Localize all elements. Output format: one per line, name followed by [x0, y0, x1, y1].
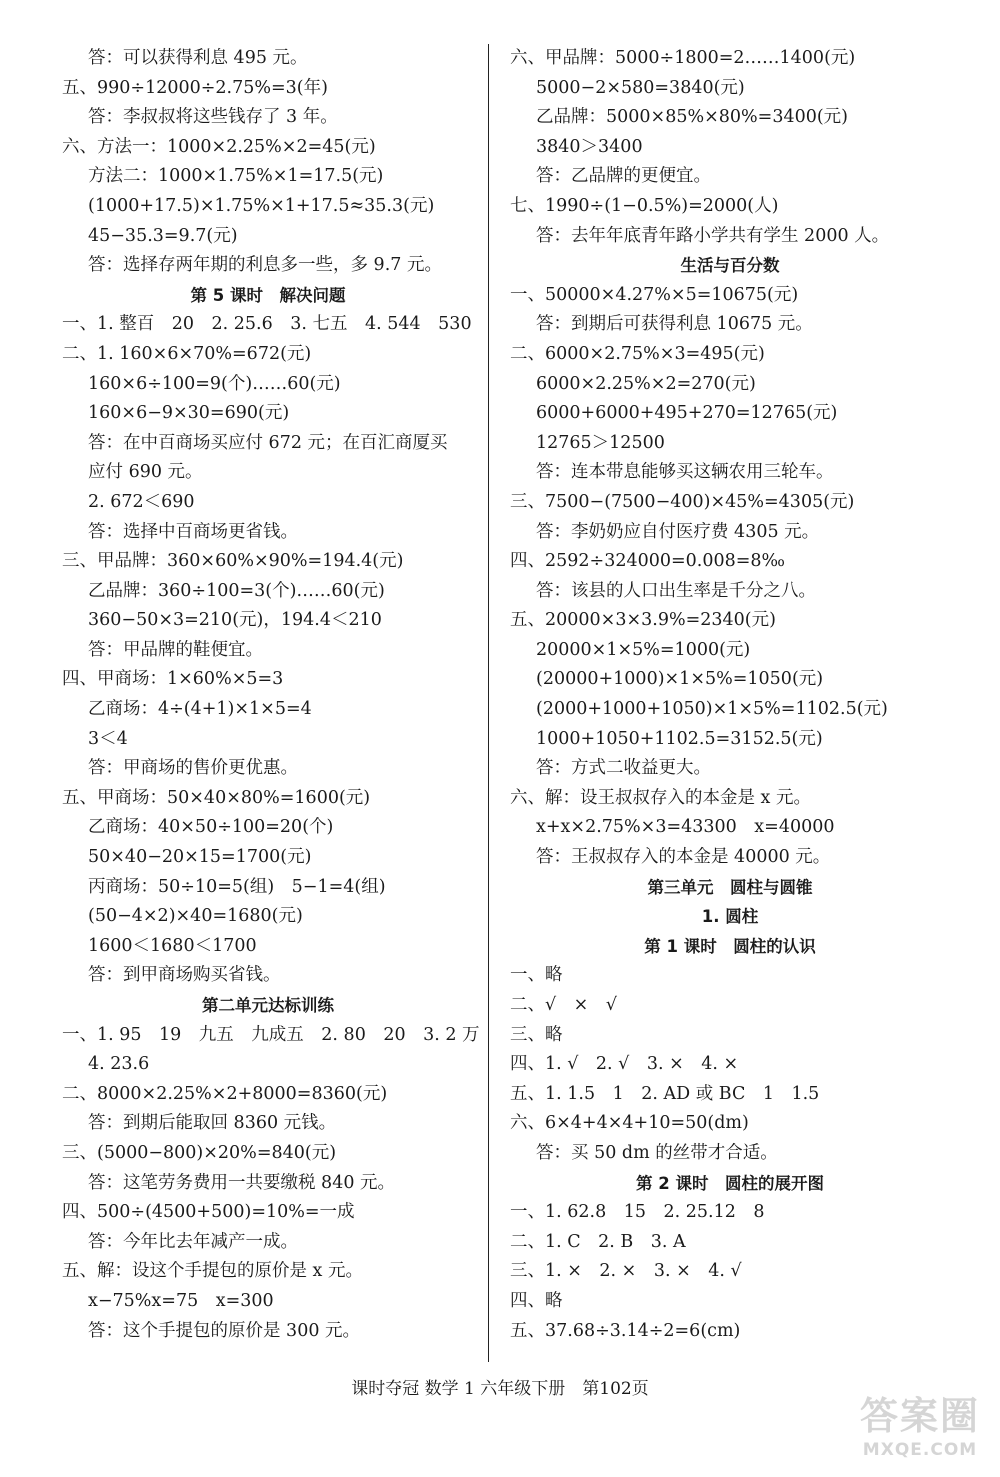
answer-line: 答：可以获得利息 495 元。 — [88, 48, 308, 68]
answer-line: 丙商场：50÷10=5(组) 5−1=4(组) — [88, 876, 386, 897]
answer-line: 乙品牌：360÷100=3(个)……60(元) — [88, 580, 385, 601]
answer-line: 一、50000×4.27%×5=10675(元) — [510, 284, 799, 305]
section-heading: 第 2 课时 圆柱的展开图 — [636, 1173, 824, 1193]
answer-line: 六、6×4+4×4+10=50(dm) — [510, 1113, 749, 1134]
answer-line: x−75%x=75 x=300 — [88, 1290, 274, 1311]
answer-line: 一、1. 整百 20 2. 25.6 3. 七五 4. 544 530 — [62, 314, 472, 335]
answer-line: 4. 23.6 — [88, 1054, 150, 1075]
answer-line: 2. 672＜690 — [88, 491, 195, 512]
answer-line: 答：到甲商场购买省钱。 — [88, 965, 281, 986]
answer-line: 6000+6000+495+270=12765(元) — [536, 403, 838, 424]
answer-line: 四、略 — [510, 1290, 563, 1311]
section-heading: 第 1 课时 圆柱的认识 — [644, 936, 816, 956]
answer-line: x+x×2.75%×3=43300 x=40000 — [536, 817, 835, 838]
answer-line: (20000+1000)×1×5%=1050(元) — [536, 669, 824, 690]
answer-line: 三、甲品牌：360×60%×90%=194.4(元) — [62, 551, 404, 572]
answer-line: 答：选择中百商场更省钱。 — [88, 521, 298, 542]
answer-line: 答：到期后可获得利息 10675 元。 — [536, 314, 813, 335]
answer-line: 1600＜1680＜1700 — [88, 935, 257, 956]
answer-line: 五、37.68÷3.14÷2=6(cm) — [510, 1320, 741, 1341]
answer-line: 二、1. C 2. B 3. A — [510, 1231, 686, 1252]
answer-line: 20000×1×5%=1000(元) — [536, 639, 751, 660]
answer-line: 答：买 50 dm 的丝带才合适。 — [536, 1142, 778, 1163]
answer-line: 答：今年比去年减产一成。 — [88, 1231, 298, 1252]
answer-line: 答：李叔叔将这些钱存了 3 年。 — [88, 107, 338, 128]
answer-line: 六、甲品牌：5000÷1800=2……1400(元) — [510, 48, 856, 68]
answer-line: 一、1. 62.8 15 2. 25.12 8 — [510, 1202, 765, 1223]
answer-line: 乙商场：40×50÷100=20(个) — [88, 817, 334, 838]
answer-line: 答：方式二收益更大。 — [536, 758, 711, 779]
answer-line: 答：王叔叔存入的本金是 40000 元。 — [536, 847, 831, 868]
answer-line: 答：去年年底青年路小学共有学生 2000 人。 — [536, 225, 890, 246]
section-heading: 第三单元 圆柱与圆锥 — [647, 877, 813, 897]
answer-line: 答：在中百商场买应付 672 元；在百汇商厦买 — [88, 432, 448, 453]
answer-line: 1000+1050+1102.5=3152.5(元) — [536, 728, 823, 749]
answer-line: 答：到期后能取回 8360 元钱。 — [88, 1113, 337, 1134]
answer-line: 二、√ × √ — [510, 995, 617, 1015]
answer-line: 160×6−9×30=690(元) — [88, 403, 290, 424]
answer-line: 五、甲商场：50×40×80%=1600(元) — [62, 787, 371, 808]
answer-line: 一、略 — [510, 965, 563, 986]
answer-line: 3840＞3400 — [536, 136, 643, 157]
page-footer: 课时夺冠 数学 1 六年级下册 第102页 — [351, 1379, 649, 1399]
answer-line: 45−35.3=9.7(元) — [88, 225, 238, 246]
answer-line: 五、1. 1.5 1 2. AD 或 BC 1 1.5 — [510, 1083, 820, 1104]
section-heading: 第二单元达标训练 — [202, 996, 334, 1015]
answer-line: 七、1990÷(1−0.5%)=2000(人) — [510, 195, 779, 216]
answer-line: 50×40−20×15=1700(元) — [88, 847, 312, 868]
answer-line: 四、500÷(4500+500)=10%=一成 — [62, 1202, 355, 1223]
answer-line: 应付 690 元。 — [88, 462, 203, 483]
answer-line: 五、解：设这个手提包的原价是 x 元。 — [62, 1261, 363, 1282]
answer-line: 答：这个手提包的原价是 300 元。 — [88, 1320, 361, 1341]
watermark-logo — [860, 1377, 980, 1467]
answer-line: 5000−2×580=3840(元) — [536, 77, 745, 98]
answer-line: 12765＞12500 — [536, 432, 665, 453]
answer-line: 360−50×3=210(元)，194.4＜210 — [88, 610, 382, 631]
answer-line: 五、20000×3×3.9%=2340(元) — [510, 610, 776, 631]
answer-line: (2000+1000+1050)×1×5%=1102.5(元) — [536, 699, 888, 720]
answer-line: 一、1. 95 19 九五 九成五 2. 80 20 3. 2 万 — [62, 1024, 480, 1045]
answer-line: 六、方法一：1000×2.25%×2=45(元) — [62, 136, 376, 157]
answer-line: 答：甲商场的售价更优惠。 — [88, 758, 298, 779]
watermark-url: MXQE.COM — [862, 1439, 978, 1460]
answer-line: 答：乙品牌的更便宜。 — [536, 166, 711, 187]
answer-line: 四、2592÷324000=0.008=8‰ — [510, 551, 786, 572]
answer-line: 乙商场：4÷(4+1)×1×5=4 — [88, 699, 312, 720]
watermark-text: 答案圈 — [860, 1393, 981, 1438]
left-answer-column — [62, 44, 480, 1346]
section-heading: 生活与百分数 — [680, 256, 780, 276]
answer-line: 答：选择存两年期的利息多一些，多 9.7 元。 — [88, 255, 442, 276]
answer-line: 三、1. × 2. × 3. × 4. √ — [510, 1261, 742, 1282]
answer-line: 答：甲品牌的鞋便宜。 — [88, 639, 263, 660]
column-divider — [488, 44, 489, 1362]
answer-line: 三、略 — [510, 1024, 563, 1045]
answer-line: 答：连本带息能够买这辆农用三轮车。 — [536, 462, 834, 483]
section-heading: 1. 圆柱 — [701, 907, 759, 927]
answer-line: (1000+17.5)×1.75%×1+17.5≈35.3(元) — [88, 195, 435, 216]
right-answer-column — [510, 44, 950, 1346]
answer-line: 四、甲商场：1×60%×5=3 — [62, 669, 284, 690]
answer-line: 答：李奶奶应自付医疗费 4305 元。 — [536, 521, 820, 542]
section-heading: 第 5 课时 解决问题 — [190, 285, 346, 305]
answer-line: 二、8000×2.25%×2+8000=8360(元) — [62, 1083, 388, 1104]
answer-line: 二、6000×2.75%×3=495(元) — [510, 343, 765, 364]
answer-line: 四、1. √ 2. √ 3. × 4. × — [510, 1054, 739, 1075]
answer-line: 三、7500−(7500−400)×45%=4305(元) — [510, 491, 855, 512]
answer-line: 答：该县的人口出生率是千分之八。 — [536, 580, 816, 601]
answer-line: (50−4×2)×40=1680(元) — [88, 906, 303, 927]
answer-line: 乙品牌：5000×85%×80%=3400(元) — [536, 107, 849, 128]
answer-line: 方法二：1000×1.75%×1=17.5(元) — [88, 166, 384, 187]
answer-line: 3＜4 — [88, 728, 128, 749]
answer-line: 6000×2.25%×2=270(元) — [536, 373, 756, 394]
answer-line: 三、(5000−800)×20%=840(元) — [62, 1142, 337, 1163]
answer-line: 二、1. 160×6×70%=672(元) — [62, 343, 312, 364]
answer-line: 答：这笔劳务费用一共要缴税 840 元。 — [88, 1172, 396, 1193]
answer-line: 六、解：设王叔叔存入的本金是 x 元。 — [510, 787, 811, 808]
answer-line: 五、990÷12000÷2.75%=3(年) — [62, 77, 328, 98]
answer-line: 160×6÷100=9(个)……60(元) — [88, 373, 341, 394]
